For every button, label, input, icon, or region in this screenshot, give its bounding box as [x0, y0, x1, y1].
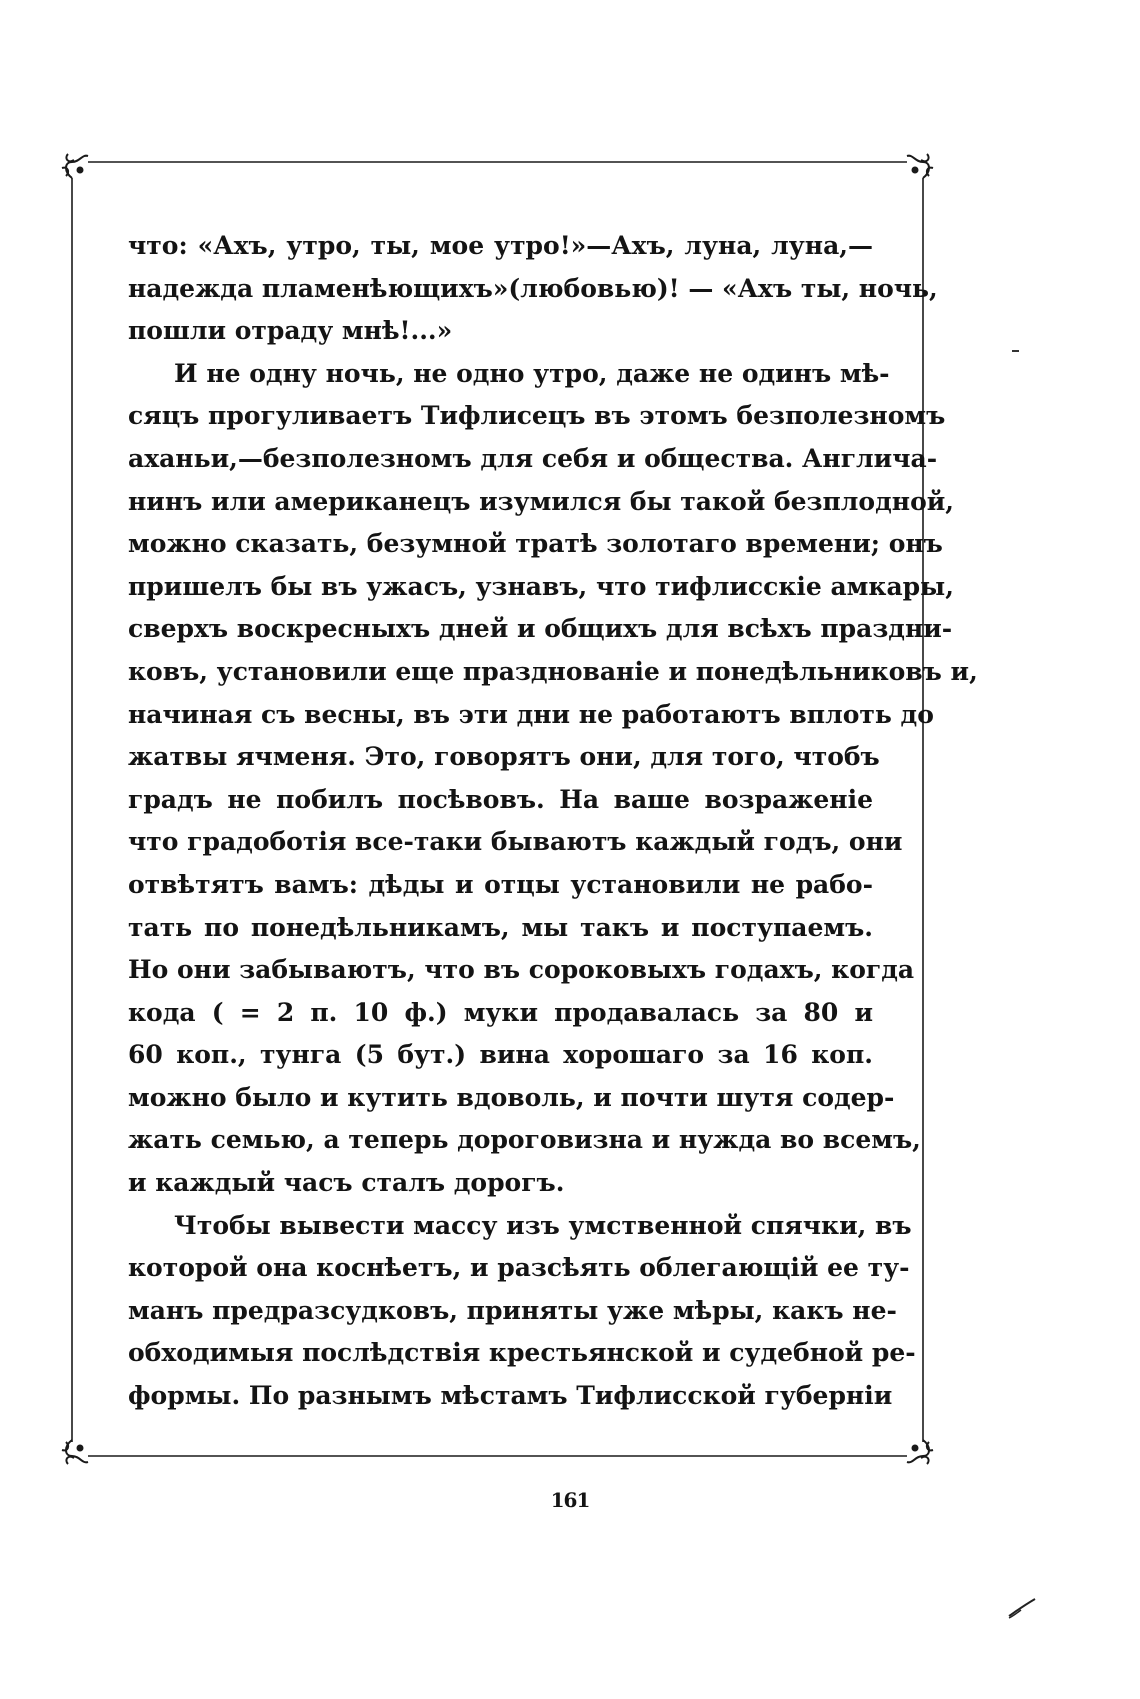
text-line: жатвы ячменя. Это, говорятъ они, для того, чтобъ — [128, 742, 880, 772]
text-line: ковъ, установили еще празднованіе и понедѣльниковъ и, — [128, 656, 978, 686]
text-line: пришелъ бы въ ужасъ, узнавъ, что тифлисскіе амкары, — [128, 571, 954, 601]
text-line: 60 коп., тунга (5 бут.) вина хорошаго за 16 коп. — [128, 1040, 873, 1070]
text-line: начиная съ весны, въ эти дни не работаютъ вплоть до — [128, 699, 934, 729]
text-line: пошли отраду мнѣ!...» — [128, 316, 453, 346]
corner-ornament-bottom-left — [62, 1440, 88, 1464]
text-line: можно сказать, безумной тратѣ золотаго времени; онъ — [128, 529, 943, 559]
text-line: сверхъ воскресныхъ дней и общихъ для всѣхъ праздни- — [128, 614, 953, 644]
page-frame — [60, 150, 978, 1470]
text-line: Чтобы вывести массу изъ умственной спячки, въ — [174, 1210, 912, 1240]
text-line: и каждый часъ сталъ дорогъ. — [128, 1168, 565, 1198]
text-line: тать по понедѣльникамъ, мы такъ и поступаемъ. — [128, 912, 873, 942]
corner-ornament-bottom-right — [907, 1440, 933, 1464]
text-line: аханьи,—безполезномъ для себя и общества. Англича- — [128, 443, 938, 473]
body-text — [128, 225, 978, 1418]
text-line: которой она коснѣетъ, и разсѣять облегающій ее ту- — [128, 1253, 910, 1283]
text-line: манъ предразсудковъ, приняты уже мѣры, какъ не- — [128, 1295, 897, 1325]
margin-mark — [1007, 1596, 1037, 1620]
text-line: кода ( = 2 п. 10 ф.) муки продавалась за 80 и — [128, 997, 873, 1027]
corner-ornament-top-right — [907, 154, 933, 178]
page-number: 161 — [550, 1488, 590, 1512]
text-line: нинъ или американецъ изумился бы такой безплодной, — [128, 486, 954, 516]
margin-speck — [1012, 348, 1020, 354]
text-line: сяцъ прогуливаетъ Тифлисецъ въ этомъ безполезномъ — [128, 401, 946, 431]
text-line: можно было и кутить вдоволь, и почти шутя содер- — [128, 1082, 895, 1112]
text-line: надежда пламенѣющихъ»(любовью)! — «Ахъ ты, ночь, — [128, 273, 938, 303]
text-line: что: «Ахъ, утро, ты, мое утро!»—Ахъ, луна, луна,— — [128, 231, 873, 260]
text-line: Но они забываютъ, что въ сороковыхъ годахъ, когда — [128, 955, 915, 985]
text-line: И не одну ночь, не одно утро, даже не одинъ мѣ- — [174, 358, 890, 388]
text-line: что градоботія все-таки бываютъ каждый годъ, они — [128, 827, 903, 857]
text-line: формы. По разнымъ мѣстамъ Тифлисской губерніи — [128, 1381, 893, 1411]
text-line: жать семью, а теперь дороговизна и нужда во всемъ, — [128, 1125, 921, 1155]
corner-ornament-top-left — [62, 154, 88, 178]
text-line: отвѣтятъ вамъ: дѣды и отцы установили не рабо- — [128, 869, 873, 899]
text-line: градъ не побилъ посѣвовъ. На ваше возраженіе — [128, 784, 873, 814]
text-line: обходимыя послѣдствія крестьянской и судебной ре- — [128, 1338, 916, 1368]
